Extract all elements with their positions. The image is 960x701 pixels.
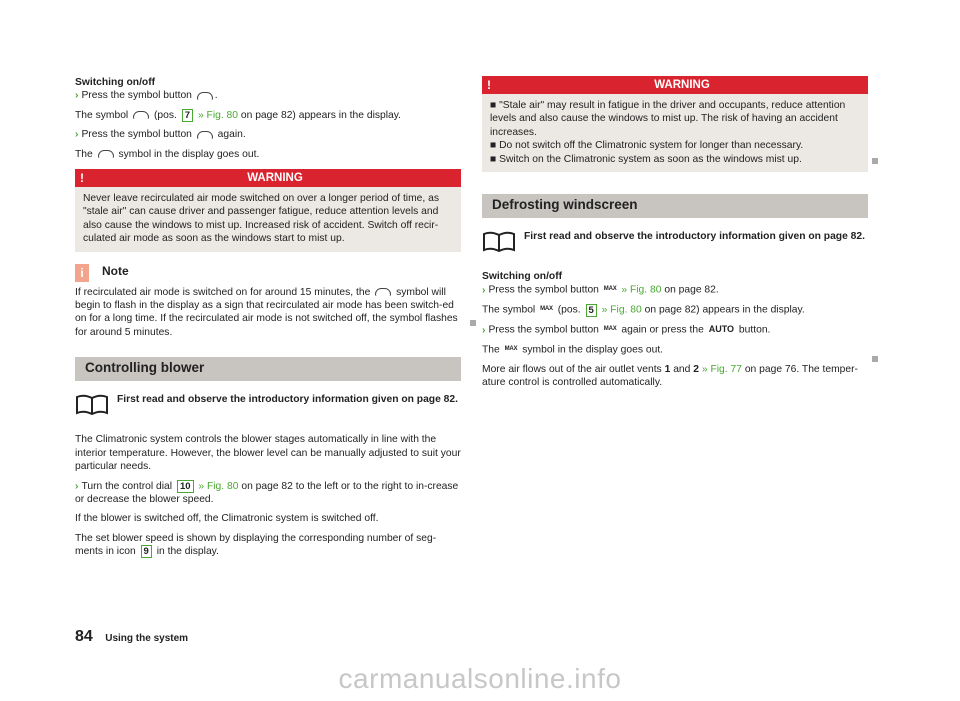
left-column [75, 76, 461, 565]
paragraph: The MAX symbol in the display goes out. [482, 344, 664, 356]
max-defrost-icon: MAX [603, 326, 617, 333]
recirculation-icon [197, 131, 213, 139]
section-header [482, 194, 868, 218]
position-number: 9 [141, 545, 152, 558]
paragraph: The symbol MAX (pos. 5 » Fig. 80 on page 82) appears in the display. [482, 304, 805, 316]
max-defrost-icon: MAX [603, 286, 617, 293]
read-first-text: First read and observe the introductory information given on page 82. [117, 394, 458, 406]
read-first-text: First read and observe the introductory information given on page 82. [524, 231, 865, 243]
warning-bullet: ■ Do not switch off the Climatronic system for longer than necessary. [490, 140, 804, 152]
warning-text: Never leave recirculated air mode switched on over a longer period of time, as "stale air" can cause driver and passenger fatigue, reduce attention levels and also cause the windows to mist up. Increased risk of accident. Switch off recir-culated air mode as soon as the windows start to mist up. [83, 193, 439, 245]
warning-header [482, 76, 868, 94]
section-header [75, 357, 461, 381]
max-defrost-icon: MAX [540, 306, 553, 313]
instruction-step: › Press the symbol button MAX again or press the AUTO button. [482, 324, 771, 336]
watermark: carmanualsonline.info [338, 663, 622, 694]
warning-box [75, 169, 461, 252]
warning-bullet: ■ Switch on the Climatronic system as soon as the windows mist up. [490, 153, 802, 165]
step-arrow: › [75, 480, 79, 492]
position-number: 10 [177, 480, 194, 493]
paragraph: The symbol in the display goes out. [75, 148, 260, 160]
warning-bullet: ■ "Stale air" may result in fatigue in the driver and occupants, reduce attention levels and also cause the windows to mist up. The risk of having an accident increases. [490, 100, 846, 138]
warning-title: WARNING [247, 172, 303, 185]
read-first-notice [482, 228, 868, 258]
info-icon: i [75, 264, 89, 282]
paragraph: If the blower is switched off, the Climatronic system is switched off. [75, 513, 379, 525]
recirculation-icon [98, 150, 114, 158]
note-title: Note [102, 263, 129, 278]
warning-icon: ! [75, 169, 89, 187]
figure-link[interactable]: » Fig. 80 [197, 109, 239, 121]
step-arrow: › [75, 90, 79, 102]
section-end-marker [470, 320, 476, 326]
auto-icon: AUTO [708, 324, 735, 335]
step-arrow: › [75, 129, 79, 141]
paragraph: The symbol (pos. 7 » Fig. 80 on page 82) appears in the display. [75, 109, 401, 121]
switching-heading: Switching on/off [75, 77, 156, 88]
warning-title: WARNING [654, 79, 710, 91]
recirculation-icon [133, 111, 149, 119]
section-end-marker [872, 158, 878, 164]
instruction-step: › Press the symbol button again. [75, 129, 246, 141]
section-title: Defrosting windscreen [492, 197, 638, 213]
figure-link[interactable]: » Fig. 80 [621, 284, 662, 296]
warning-icon: ! [482, 76, 496, 94]
figure-link[interactable]: » Fig. 80 [601, 304, 642, 316]
page-footer [75, 628, 188, 646]
warning-box [482, 76, 868, 172]
warning-header [75, 169, 461, 187]
open-book-icon [75, 393, 109, 415]
recirculation-icon [197, 92, 213, 100]
switching-heading: Switching on/off [482, 271, 563, 283]
note-header [75, 264, 461, 282]
paragraph: The set blower speed is shown by displaying the corresponding number of seg-ments in icon 9 in the display. [75, 532, 437, 558]
section-end-marker [872, 356, 878, 362]
recirculation-icon [375, 288, 391, 296]
step-arrow: › [482, 284, 486, 296]
position-number: 5 [586, 304, 597, 317]
section-title: Controlling blower [85, 360, 205, 376]
right-column [482, 76, 868, 396]
max-defrost-icon: MAX [504, 345, 518, 352]
step-arrow: › [482, 324, 486, 336]
paragraph: More air flows out of the air outlet vents 1 and 2 » Fig. 77 on page 76. The temper-ature control is controlled automatically. [482, 363, 858, 389]
read-first-notice [75, 391, 461, 421]
warning-list [482, 94, 868, 172]
paragraph: The Climatronic system controls the blower stages automatically in line with the interior temperature. However, the blower level can be manually adjusted to suit your particular needs. [75, 434, 461, 473]
instruction-step: › Turn the control dial 10 » Fig. 80 on page 82 to the left or to the right to in-crease or decrease the blower speed. [75, 480, 459, 505]
figure-link[interactable]: » Fig. 77 [701, 363, 742, 375]
instruction-step: › Press the symbol button . [75, 90, 218, 102]
open-book-icon [482, 230, 516, 252]
position-number: 7 [182, 109, 193, 122]
note-text: If recirculated air mode is switched on for around 15 minutes, the symbol will begin to flash in the display as a sign that recirculated air mode has been switch-ed on for a long time. If the recirculated air mode is not switched off, the symbol flashes for around 5 minutes. [75, 286, 458, 338]
page-number: 84 [75, 628, 93, 645]
footer-section: Using the system [105, 633, 189, 644]
instruction-step: › Press the symbol button MAX » Fig. 80 on page 82. [482, 284, 719, 296]
figure-link[interactable]: » Fig. 80 [198, 480, 239, 492]
